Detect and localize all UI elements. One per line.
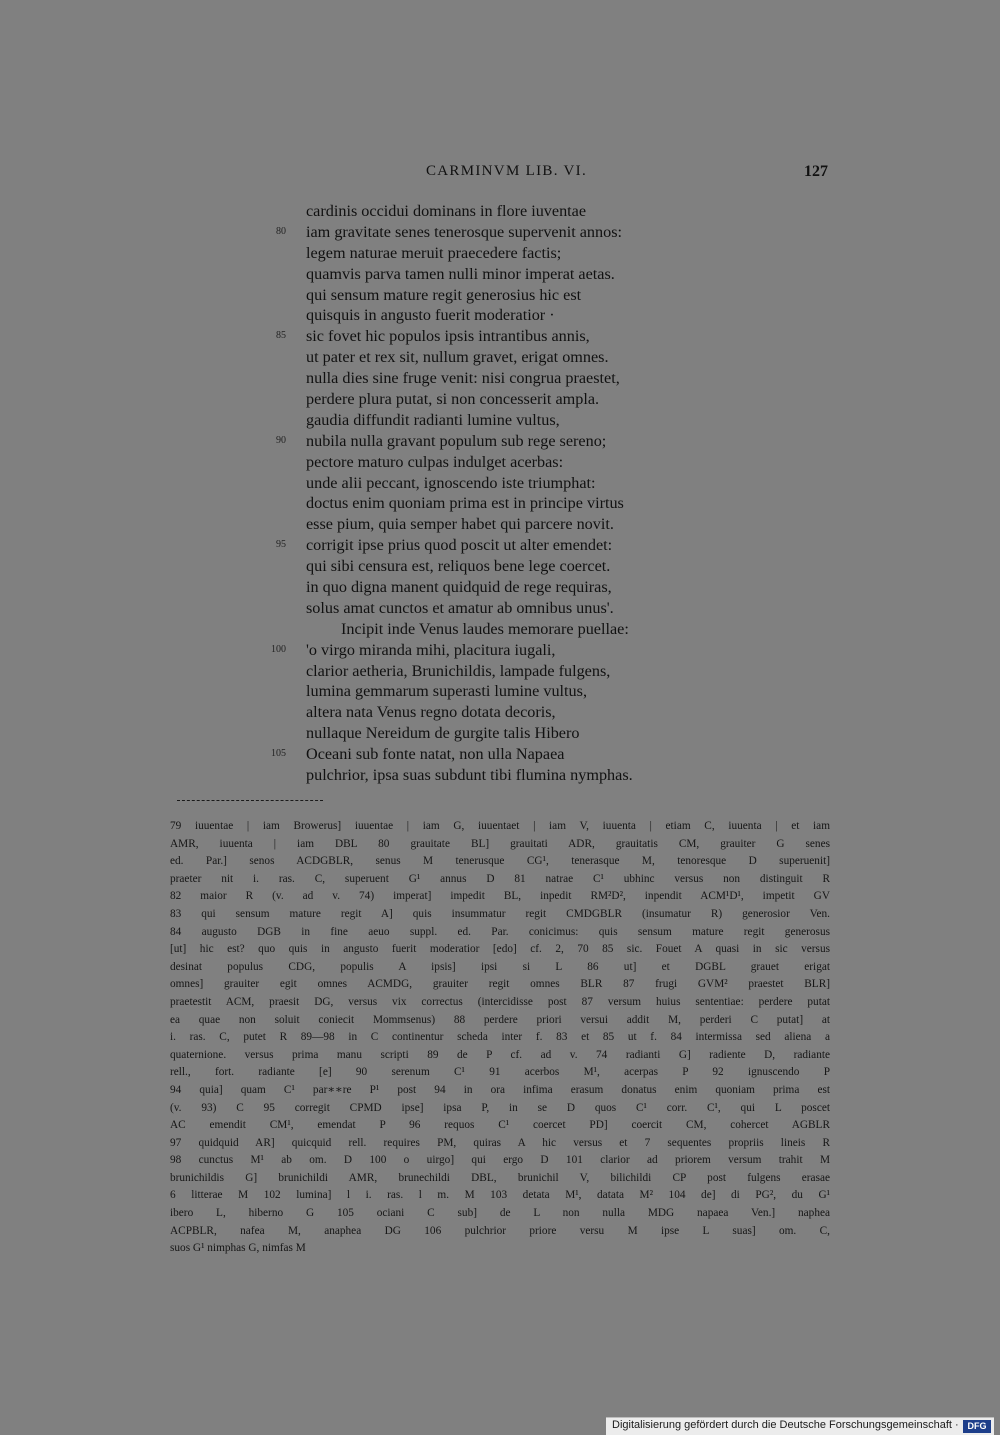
verse-line <box>0 431 1000 452</box>
footer-bar <box>606 1417 994 1435</box>
apparatus-line: i. ras. C, putet R 89—98 in C continentur scheda inter f. 83 et 85 ut f. 84 intermissa sed aliena a <box>170 1031 830 1044</box>
verse-line <box>0 661 1000 682</box>
verse-line <box>0 201 1000 222</box>
verse-line <box>0 514 1000 535</box>
verse-line <box>0 222 1000 243</box>
apparatus-line: suos G¹ nimphas G, nimfas M <box>170 1242 306 1255</box>
verse-text: qui sensum mature regit generosius hic est <box>306 285 582 304</box>
verse-line <box>0 368 1000 389</box>
verse-line <box>0 640 1000 661</box>
apparatus-line: ACPBLR, nafea M, anaphea DG 106 pulchrior priore versu M ipse L suas] om. C, <box>170 1224 830 1237</box>
verse-text: gaudia diffundit radianti lumine vultus, <box>306 410 560 429</box>
verse-text: doctus enim quoniam prima est in principe virtus <box>306 494 624 513</box>
apparatus-line: 94 quia] quam C¹ par∗∗re P¹ post 94 in ora infima erasum donatus enim quoniam prima est <box>170 1083 830 1096</box>
verse-line <box>0 347 1000 368</box>
running-title: CARMINVM LIB. VI. <box>426 163 587 179</box>
apparatus-line: omnes] grauiter egit omnes ACMDG, grauiter regit omnes BLR 87 frugi GVM² praestet BLR] <box>170 978 830 991</box>
verse-line <box>0 305 1000 326</box>
verse-line <box>0 452 1000 473</box>
verse-line <box>0 619 1000 640</box>
apparatus-line: AMR, iuuenta | iam DBL 80 grauitate BL] grauitati ADR, grauitatis CM, grauiter G senes <box>170 837 830 850</box>
verse-line <box>0 389 1000 410</box>
verse-text: unde alii peccant, ignoscendo iste triumphat: <box>306 473 596 492</box>
footnote-rule <box>177 800 323 801</box>
verse-text: ut pater et rex sit, nullum gravet, erigat omnes. <box>306 348 609 367</box>
verse-text: pulchrior, ipsa suas subdunt tibi flumina nymphas. <box>306 766 633 785</box>
verse-line <box>0 723 1000 744</box>
apparatus-line: AC emendit CM¹, emendat P 96 requos C¹ coercet PD] coercit CM, cohercet AGBLR <box>170 1119 830 1132</box>
verse-text: Incipit inde Venus laudes memorare puellae: <box>341 619 629 638</box>
verse-line <box>0 326 1000 347</box>
apparatus-line: 83 qui sensum mature regit A] quis insummatur regit CMDGBLR (insumatur R) generosior Ven. <box>170 907 830 920</box>
verse-text: corrigit ipse prius quod poscit ut alter emendet: <box>306 536 613 555</box>
verse-text: lumina gemmarum superasti lumine vultus, <box>306 682 587 701</box>
apparatus-line: 84 augusto DGB in fine aeuo suppl. ed. Par. conicimus: quis sensum mature regit generosus <box>170 925 830 938</box>
verse-text: perdere plura putat, si non concesserit ampla. <box>306 390 600 409</box>
verse-line <box>0 535 1000 556</box>
verse-line <box>0 285 1000 306</box>
verse-text: pectore maturo culpas indulget acerbas: <box>306 452 564 471</box>
verse-line <box>0 702 1000 723</box>
apparatus-line: 98 cunctus M¹ ab om. D 100 o uirgo] qui ergo D 101 clarior ad priorem versum trahit M <box>170 1154 830 1167</box>
apparatus-line: ea quae non soluit coniecit Mommsenus) 88 perdere priori versui addit M, perderi C putat] at <box>170 1013 830 1026</box>
line-number: 90 <box>276 434 286 446</box>
verse-line <box>0 493 1000 514</box>
apparatus-line: rell., fort. radiante [e] 90 serenum C¹ 91 acerbos M¹, acerpas P 92 ignuscendo P <box>170 1066 830 1079</box>
verse-line <box>0 598 1000 619</box>
verse-text: clarior aetheria, Brunichildis, lampade fulgens, <box>306 661 611 680</box>
footer-credit: Digitalisierung gefördert durch die Deutsche Forschungsgemeinschaft · <box>612 1419 959 1431</box>
verse-text: in quo digna manent quidquid de rege requiras, <box>306 578 612 597</box>
verse-text: nubila nulla gravant populum sub rege sereno; <box>306 431 607 450</box>
verse-text: nulla dies sine fruge venit: nisi congrua praestet, <box>306 369 620 388</box>
critical-apparatus <box>170 818 830 1258</box>
apparatus-line: praeter nit i. ras. C, superuent G¹ annus D 81 natrae C¹ ubhinc versus non distinguit R <box>170 872 830 885</box>
line-number: 100 <box>271 643 286 655</box>
verse-text: nullaque Nereidum de gurgite talis Hibero <box>306 724 580 743</box>
apparatus-line: 79 iuuentae | iam Browerus] iuuentae | iam G, iuuentaet | iam V, iuuenta | etiam C, iuuenta | et iam <box>170 820 830 832</box>
verse-text: Oceani sub fonte natat, non ulla Napaea <box>306 745 565 764</box>
apparatus-line: brunichildis G] brunichildi AMR, brunechildi DBL, brunichil V, bilichildi CP post fulgens erasae <box>170 1171 830 1184</box>
apparatus-line: praetestit ACM, praesit DG, versus vix correctus (intercidisse post 87 versum huius sententiae: perdere putat <box>170 995 830 1008</box>
line-number: 85 <box>276 330 286 342</box>
dfg-logo: DFG <box>963 1420 991 1433</box>
line-number: 105 <box>271 748 286 760</box>
verse-line <box>0 765 1000 786</box>
verse-text: qui sibi censura est, reliquos bene lege coercet. <box>306 557 611 576</box>
running-head <box>0 163 1000 187</box>
verse-text: iam gravitate senes tenerosque supervenit annos: <box>306 222 623 241</box>
verse-text: sic fovet hic populos ipsis intrantibus annis, <box>306 327 590 346</box>
verse-text: quamvis parva tamen nulli minor imperat aetas. <box>306 264 615 283</box>
page-number: 127 <box>804 163 828 180</box>
line-number: 95 <box>276 539 286 551</box>
verse-line <box>0 577 1000 598</box>
verse-line <box>0 264 1000 285</box>
apparatus-line: desinat populus CDG, populis A ipsis] ipsi si L 86 ut] et DGBL grauet erigat <box>170 960 830 973</box>
verse-text: altera nata Venus regno dotata decoris, <box>306 703 556 722</box>
apparatus-line: (v. 93) C 95 corregit CPMD ipse] ipsa P, in se D quos C¹ corr. C¹, qui L poscet <box>170 1101 830 1114</box>
apparatus-line: ed. Par.] senos ACDGBLR, senus M tenerusque CG¹, tenerasque M, tenoresque D superuenit] <box>170 855 830 868</box>
apparatus-line: 82 maior R (v. ad v. 74) imperat] impedit BL, inpedit RM²D², inpendit ACM¹D¹, impetit GV <box>170 890 830 903</box>
verse-text: solus amat cunctos et amatur ab omnibus unus'. <box>306 598 614 617</box>
verse-text: 'o virgo miranda mihi, placitura iugali, <box>306 640 556 659</box>
apparatus-line: quaternione. versus prima manu scripti 89 de P cf. ad v. 74 radianti G] radiente D, radiante <box>170 1048 830 1061</box>
verse-line <box>0 744 1000 765</box>
verse-line <box>0 681 1000 702</box>
verse-text: quisquis in angusto fuerit moderatior · <box>306 306 555 325</box>
apparatus-line: 6 litterae M 102 lumina] l i. ras. l m. M 103 detata M¹, datata M² 104 de] di PG², du G¹ <box>170 1189 830 1202</box>
verse-text: legem naturae meruit praecedere factis; <box>306 243 562 262</box>
verse-text: esse pium, quia semper habet qui parcere novit. <box>306 515 614 534</box>
verse-text: cardinis occidui dominans in flore iuventae <box>306 202 587 220</box>
apparatus-line: 97 quidquid AR] quicquid rell. requires PM, quiras A hic versus et 7 sequentes propriis lineis R <box>170 1136 830 1149</box>
verse-line <box>0 243 1000 264</box>
verse-line <box>0 473 1000 494</box>
line-number: 80 <box>276 225 286 237</box>
verse-line <box>0 556 1000 577</box>
verse-line <box>0 410 1000 431</box>
apparatus-line: [ut] hic est? quo quis in angusto fuerit moderatior [edo] cf. 2, 70 85 sic. Fouet A quasi in sic versus <box>170 943 830 956</box>
poem-text <box>0 201 1000 786</box>
apparatus-line: ibero L, hiberno G 105 ociani C sub] de L non nulla MDG napaea Ven.] naphea <box>170 1207 830 1220</box>
